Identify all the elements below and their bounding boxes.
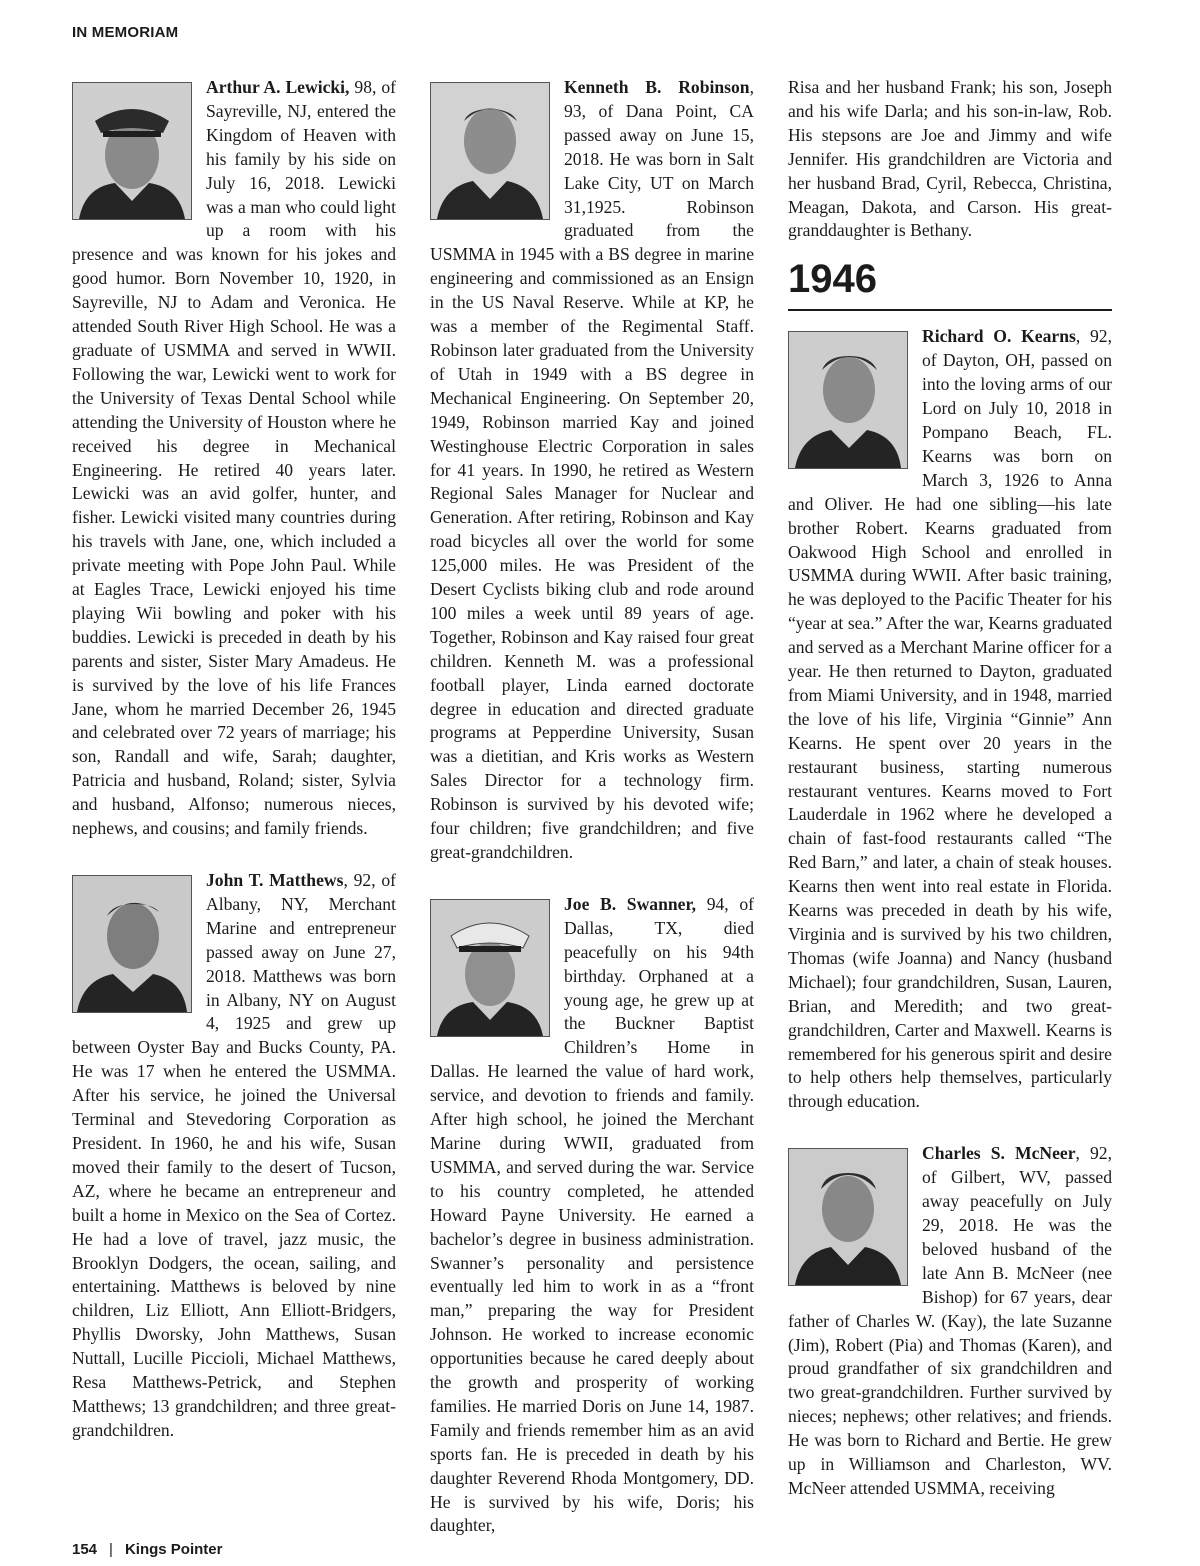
portrait-photo: [788, 331, 908, 469]
portrait-photo: [788, 1148, 908, 1286]
publication-name: Kings Pointer: [124, 1541, 223, 1558]
deceased-name: Kenneth B. Robinson: [564, 77, 750, 97]
obituary-continuation: Risa and her husband Frank; his son, Joseph and his wife Darla; and his son-in-law, Rob. His stepsons are Joe and Jimmy and wife Jennifer. His grandchildren are Victoria and her husband Brad, Cyril, Rebecca, Christina, Meagan, Dakota, and Carson. His great-granddaughter is Bethany.: [788, 77, 1112, 241]
page-number: 154: [72, 1541, 98, 1558]
obituary-body: [430, 893, 754, 1538]
obituary-text: 94, of Dallas, TX, died peacefully on his 94th birthday. Orphaned at a young age, he grew up at the Buckner Baptist Children’s Home in Dallas. He learned the value of hard work, service, and devotion to friends and family. After high school, he joined the Merchant Marine during WWII, graduated from USMMA, and served during the war. Service to his country completed, he attended Howard Payne University. He earned a bachelor’s degree in business administration. Swanner’s personality and persistence eventually led him to work in as a “front man,” preparing the way for President Johnson. He worked to increase economic opportunities because he cared deeply about the growth and prosperity of working families. He married Doris on June 14, 1987. Family and friends remember him as an avid sports fan. He is preceded in death by his daughter Reverend Rhoda Montgomery, DD. He is survived by his wife, Doris; his daughter,: [430, 893, 754, 1536]
portrait-photo: [72, 875, 192, 1013]
obituary-body: [72, 76, 396, 841]
deceased-name: Richard O. Kearns: [922, 326, 1076, 347]
obituary-body: [788, 325, 1112, 1114]
obituary-lewicki: [72, 76, 396, 841]
class-year-heading: 1946: [788, 257, 1112, 311]
footer-separator: |: [109, 1541, 113, 1558]
section-label: IN MEMORIAM: [72, 24, 179, 41]
obituary-text: 98, of Sayreville, NJ, entered the Kingdom of Heaven with his family by his side on July 16, 2018. Lewicki was a man who could light up a room with his presence and was known for his jokes and good humor. Born November 10, 1920, in Sayreville, NJ to Adam and Veronica. He attended South River High School. He was a graduate of USMMA and served in WWII. Following the war, Lewicki went to work for the University of Texas Dental School while attending the University of Houston where he received his degree in Mechanical Engineering. He retired 40 years later. Lewicki was an avid golfer, hunter, and fisher. Lewicki visited many countries during his travels with Jane, one, which included a private meeting with Pope John Paul. While at Eagles Trace, Lewicki enjoyed his time playing Wii bowling and poker with his buddies. Lewicki is preceded in death by his parents and sister, Sister Mary Amadeus. He is survived by the love of his life Frances Jane, whom he married December 26, 1945 and celebrated over 72 years of marriage; his son, Randall and wife, Sarah; daughter, Patricia and husband, Roland; sister, Sylvia and husband, Alfonso; numerous nieces, nephews, and cousins; and family friends.: [72, 77, 396, 839]
obituary-kearns: [788, 325, 1112, 1114]
obituary-body: [788, 1142, 1112, 1501]
column-2: [430, 76, 754, 1566]
obituary-text: , 93, of Dana Point, CA passed away on June 15, 2018. He was born in Salt Lake City, UT on March 31,1925. Robinson graduated from the USMMA in 1945 with a BS degree in marine engineering and commissioned as an Ensign in the US Naval Reserve. While at KP, he was a member of the Regimental Staff. Robinson later graduated from the University of Utah in 1949 with a BS degree in Mechanical Engineering. On September 20, 1949, Robinson married Kay and joined Westinghouse Electric Corporation in sales for 41 years. In 1990, he retired as Western Regional Sales Manager for Nuclear and Generation. After retiring, Robinson and Kay road bicycles all over the world for some 125,000 miles. He was President of the Desert Cyclists biking club and rode around 100 miles a week until 89 years of age. Together, Robinson and Kay raised four great children. Kenneth M. was a professional football player, Linda earned doctorate degree in education and directed graduate programs at Pepperdine University, Susan was a dietitian, and Kris works as Western Sales Director for a technology firm. Robinson is survived by his devoted wife; four children; five grandchildren; and five great-grandchildren.: [430, 77, 754, 862]
column-3: [788, 76, 1112, 1529]
portrait-photo: [72, 82, 192, 220]
obituary-text: , 92, of Albany, NY, Merchant Marine and entrepreneur passed away on June 27, 2018. Matthews was born in Albany, NY on August 4, 1925 and grew up between Oyster Bay and Bucks County, PA. He was 17 when he entered the USMMA. After his service, he joined the Universal Terminal and Stevedoring Corporation as President. In 1960, he and his wife, Susan moved their family to the desert of Tucson, AZ, where he became an entrepreneur and built a home in Mexico on the Sea of Cortez. He had a love of travel, jazz music, the Brooklyn Dodgers, the ocean, sailing, and entertaining. Matthews is beloved by nine children, Liz Elliott, Ann Elliott-Bridgers, Phyllis Dworsky, John Matthews, Susan Nuttall, Lucille Piccioli, Michael Matthews, Resa Matthews-Petrick, and Stephen Matthews; 13 grandchildren; and three great-grandchildren.: [72, 870, 396, 1440]
obituary-mcneer: [788, 1142, 1112, 1501]
deceased-name: John T. Matthews: [206, 870, 344, 890]
page-footer: [72, 1541, 222, 1558]
obituary-swanner: [430, 893, 754, 1538]
obituary-robinson: [430, 76, 754, 865]
obituary-body: [430, 76, 754, 865]
deceased-name: Charles S. McNeer: [922, 1143, 1076, 1164]
portrait-photo: [430, 899, 550, 1037]
deceased-name: Arthur A. Lewicki,: [206, 77, 350, 97]
obituary-text: , 92, of Gilbert, WV, passed away peacefully on July 29, 2018. He was the beloved husband of the late Ann B. McNeer (nee Bishop) for 67 years, dear father of Charles W. (Kay), the late Suzanne (Jim), Robert (Pia) and Thomas (Karen), and proud grandfather of six grandchildren and two great-grandchildren. Further survived by nieces; nephews; other relatives; and friends. He was born to Richard and Bertie. He grew up in Williamson and Charleston, WV. McNeer attended USMMA, receiving: [788, 1143, 1112, 1498]
obituary-text: , 92, of Dayton, OH, passed on into the loving arms of our Lord on July 10, 2018 in Pompano Beach, FL. Kearns was born on March 3, 1926 to Anna and Oliver. He had one sibling—his late brother Robert. Kearns graduated from Oakwood High School and enrolled in USMMA during WWII. After basic training, he was deployed to the Pacific Theater for his “year at sea.” After the war, Kearns graduated and served as a Merchant Marine officer for a year. He then returned to Dayton, graduated from Miami University, and in 1948, married the love of his life, Virginia “Ginnie” Ann Kearns. He spent over 20 years in the restaurant business, starting numerous restaurant ventures. Kearns moved to Fort Lauderdale in 1962 where he developed a chain of fast-food restaurants called “The Red Barn,” and later, a chain of steak houses. Kearns then went into real estate in Florida. Kearns was preceded in death by his wife, Virginia and is survived by his two children, Thomas (wife Joanna) and Nancy (husband Michael); four grandchildren, Susan, Lauren, Brian, and Meredith; and two great-grandchildren, Carter and Maxwell. Kearns is remembered for his generous spirit and desire to help others help themselves, particularly through education.: [788, 326, 1112, 1112]
column-1: [72, 76, 396, 1471]
portrait-photo: [430, 82, 550, 220]
obituary-matthews: [72, 869, 396, 1443]
obituary-swanner-continued: [788, 76, 1112, 243]
obituary-body: [72, 869, 396, 1443]
deceased-name: Joe B. Swanner,: [564, 893, 697, 914]
